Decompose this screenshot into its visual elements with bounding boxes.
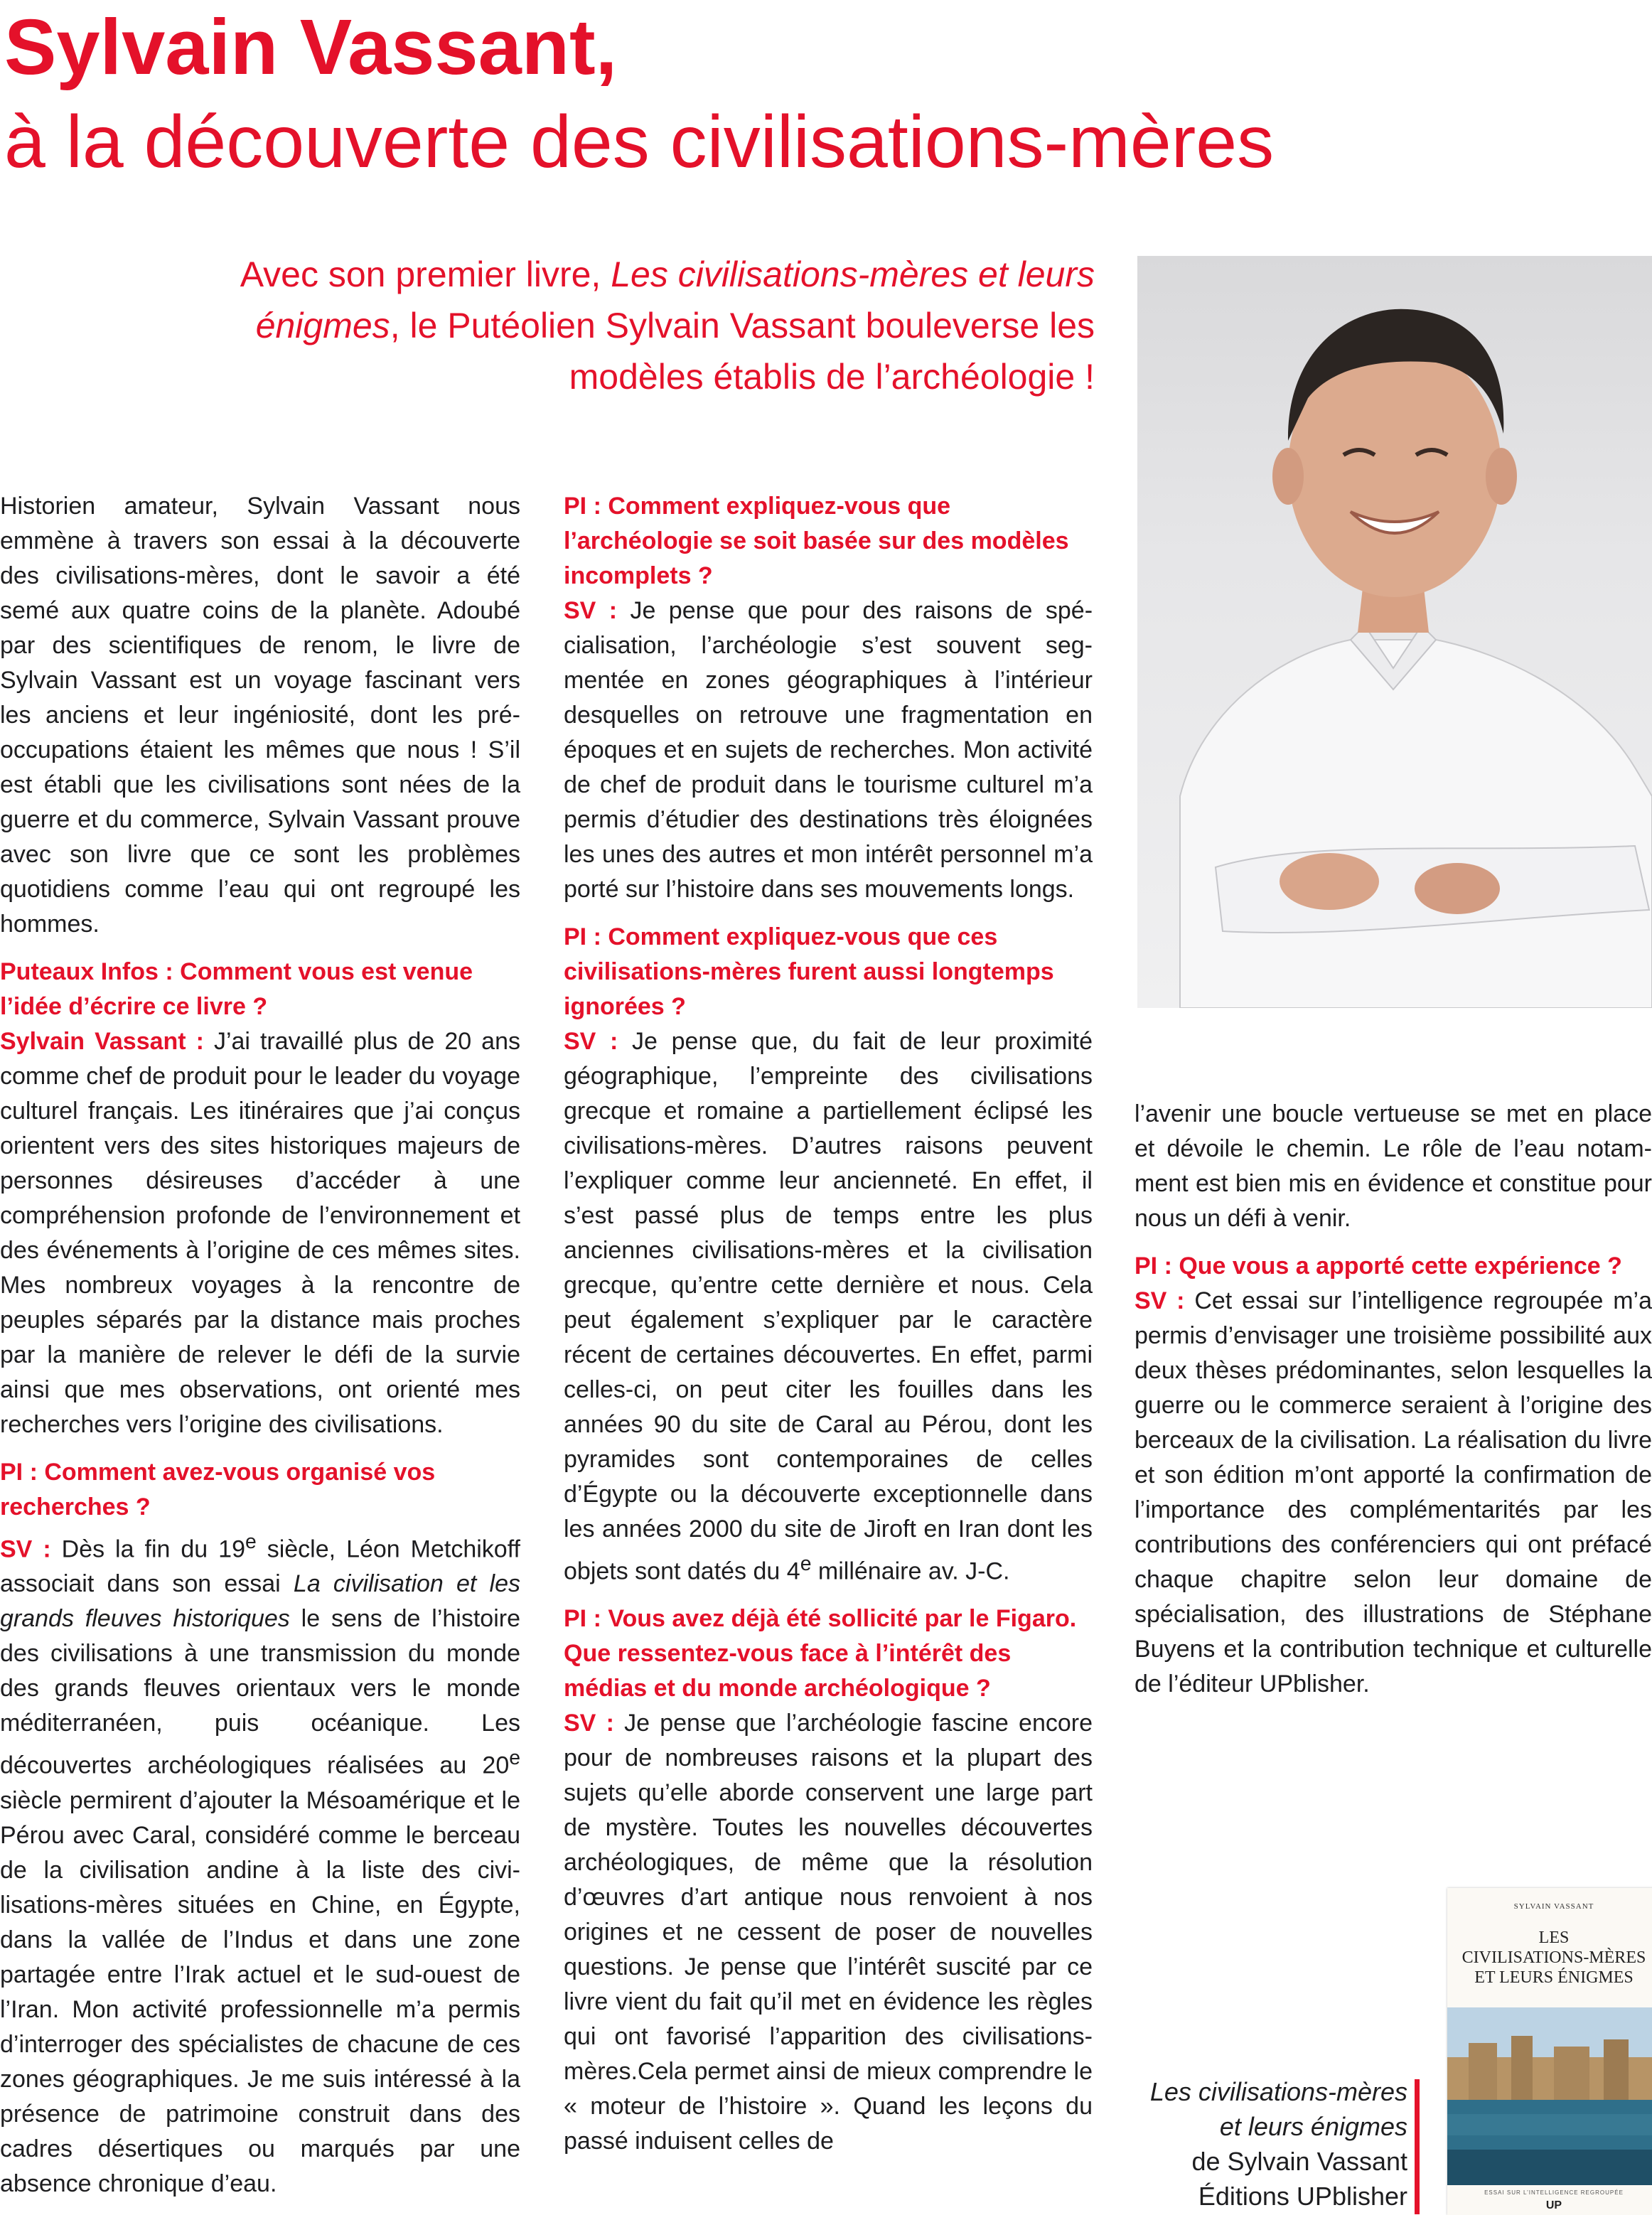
book-cover xyxy=(1447,1888,1652,2215)
answer-4-text-1: Je pense que, du fait de leur proximité géographique, l’empreinte des civilisations grecque et romaine a partiellement éclipsé les civilisations-mères. D’autres raisons peuvent l’expliquer comme leur ancienneté. En effet, il s’est passé plus de temps entre les plus anciennes civilisations-mères et la civilisation grecque, qu’entre cette dernière et nous. Cela peut également s’expliquer par le caractère récent de certaines découvertes. En effet, parmi celles-ci, on peut citer les fouilles dans les années 90 du site de Caral au Pérou, dont les pyramides sont contemporaines de celles d’Égypte ou la découverte exceptionnelle dans les années 2000 du site de Jiroft en Iran dont les objets sont datés du 4 xyxy=(564,1028,1093,1585)
answer-5 xyxy=(564,1706,1093,2159)
question-5: PI : Vous avez déjà été sollicité par le Figaro. Que ressentez-vous face à l’intérêt des médias et du monde archéologique ? xyxy=(564,1605,1077,1702)
answer-1-text: J’ai travaillé plus de 20 ans comme chef de produit pour le leader du voyage culturel français. Les itinéraires que j’ai conçus orientent vers des sites historiques majeurs de personnes désireuses d’accéder à une compréhension profonde de l’environnement et des événements à l’origine de ces mêmes sites. Mes nombreux voyages à la rencontre de peuples séparés par la distance mais proches par la manière de relever le défi de la survie ainsi que mes observations, ont orienté mes recherches vers l’origine des civilisations. xyxy=(0,1028,520,1438)
answer-4 xyxy=(564,1024,1093,1589)
article-title: Sylvain Vassant, xyxy=(4,4,618,91)
article-column-3 xyxy=(1135,1097,1652,1702)
book-cover-title-line-3: ET LEURS ÉNIGMES xyxy=(1474,1968,1634,1987)
answer-6-speaker: SV : xyxy=(1135,1287,1185,1314)
lead-text-1: Avec son premier livre, xyxy=(240,254,611,294)
caption-title-2: et leurs énigmes xyxy=(1219,2112,1407,2141)
book-cover-title xyxy=(1447,1928,1652,1988)
answer-3-speaker: SV : xyxy=(564,597,618,624)
answer-2-book-reference: La civilisation et les grands fleuves historiques xyxy=(0,1570,521,1633)
answer-2-sup-2: e xyxy=(509,1747,520,1770)
book-cover-image xyxy=(1447,2007,1652,2185)
answer-6 xyxy=(1135,1284,1652,1702)
answer-5-speaker: SV : xyxy=(564,1710,614,1737)
article-lead xyxy=(235,249,1095,402)
portrait-illustration xyxy=(1137,256,1652,1008)
answer-2-sup-1: e xyxy=(245,1530,257,1553)
answer-1 xyxy=(0,1024,520,1442)
caption-author: de Sylvain Vassant xyxy=(1191,2147,1407,2176)
question-1: Puteaux Infos : Comment vous est venue l’idée d’écrire ce livre ? xyxy=(0,958,473,1020)
continuation-paragraph: l’avenir une boucle vertueuse se met en place et dévoile le chemin. Le rôle de l’eau notamment est bien mis en évidence et constitue pour nous un défi à venir. xyxy=(1135,1100,1652,1232)
intro-paragraph: Historien amateur, Sylvain Vassant nous emmène à travers son essai à la découverte des civilisations-mères, dont le savoir a été semé aux quatre coins de la planète. Adoubé par des scientifiques de renom, le livre de Sylvain Vassant est un voyage fascinant vers les anciens et leur ingéniosité, dont les préoccupations étaient les mêmes que nous ! S’il est établi que les civilisations sont nées de la guerre et du commerce, Sylvain Vassant prouve avec son livre que ce sont les problèmes quotidiens comme l’eau qui ont regroupé les hommes. xyxy=(0,493,520,938)
answer-3 xyxy=(564,594,1093,907)
question-4: PI : Comment expliquez-vous que ces civilisations-mères furent aussi longtemps ignorées ? xyxy=(564,923,1054,1020)
article-subtitle: à la découverte des civilisations-mères xyxy=(4,101,1275,183)
answer-2 xyxy=(0,1525,520,2201)
answer-3-text: Je pense que pour des raisons de spécialisation, l’archéologie s’est souvent segmentée en zones géographiques à l’intérieur desquelles on retrouve une fragmentation en époques et en sujets de recherches. Mon activité de chef de produit dans le tourisme culturel m’a permis d’étudier des destinations très éloignées les unes des autres et mon intérêt personnel m’a porté sur l’histoire dans ses mouvements longs. xyxy=(564,597,1093,903)
book-cover-publisher-logo: UP xyxy=(1545,2199,1562,2211)
answer-4-speaker: SV : xyxy=(564,1028,618,1055)
caption-title-1: Les civilisations-mères xyxy=(1149,2077,1407,2106)
answer-6-text: Cet essai sur l’intelligence regroupée m’a permis d’envisager une troisième possibilité aux deux thèses prédominantes, selon lesquelles la guerre ou le commerce seraient à l’origine des berceaux de la civilisation. La réalisation du livre et son édition m’ont apporté la confirmation de l’importance des complémentarités par les contributions des conférenciers qui ont préfacé chaque chapitre selon leur domaine de spécialisation, des illustrations de Stéphane Buyens et la contribution technique et culturelle de l’éditeur UPblisher. xyxy=(1135,1287,1652,1698)
book-cover-author: SYLVAIN VASSANT xyxy=(1513,1902,1594,1911)
question-3: PI : Comment expliquez-vous que l’archéologie se soit basée sur des modèles incomplets ? xyxy=(564,493,1069,589)
answer-2-text-3: le sens de l’histoire des civilisations à une transmission du monde des grands fleuves orientaux vers le monde méditerranéen, puis océanique. Les découvertes archéologiques réalisées au 20 xyxy=(0,1605,520,1779)
answer-4-text-2: millénaire av. J-C. xyxy=(811,1557,1010,1585)
book-cover-title-line-2: CIVILISATIONS-MÈRES xyxy=(1461,1948,1646,1967)
book-cover-subtitle: ESSAI SUR L’INTELLIGENCE REGROUPÉE xyxy=(1484,2189,1624,2196)
caption-publisher: Éditions UPblisher xyxy=(1198,2182,1407,2211)
answer-2-text-1: Dès la fin du 19 xyxy=(50,1535,245,1563)
lead-book-title: Les civilisations-mères et leurs énigmes xyxy=(255,254,1095,345)
author-portrait-photo xyxy=(1137,256,1652,1008)
question-6: PI : Que vous a apporté cette expérience ? xyxy=(1135,1253,1622,1280)
answer-2-text-2: siècle, Léon Metchikoff associait dans son essai xyxy=(0,1535,520,1598)
answer-2-speaker: SV : xyxy=(0,1535,51,1563)
caption-accent-bar xyxy=(1415,2079,1420,2214)
answer-5-text: Je pense que l’archéologie fascine encore pour de nombreuses raisons et la plupart des sujets qu’elle aborde conservent une large part de mystère. Toutes les nouvelles découvertes archéologiques, de même que la résolution d’œuvres d’art antique nous renvoient à nos origines et ne cessent de poser de nouvelles questions. Je pense que l’intérêt suscité par ce livre vient du fait qu’il met en évidence les règles qui ont favorisé l’apparition des civilisations-mères.Cela permet ainsi de mieux comprendre le « moteur de l’histoire ». Quand les leçons du passé induisent celles de xyxy=(564,1710,1093,2155)
answer-2-text-4: siècle permirent d’ajouter la Mésoamérique et le Pérou avec Caral, considéré comme le berceau de la civilisation andine à la liste des civilisations-mères situées en Chine, en Égypte, dans la vallée de l’Indus et dans une zone partagée entre l’Irak actuel et le sud-ouest de l’Iran. Mon activité professionnelle m’a permis d’interroger des spécialistes de chacune de ces zones géographiques. Je me suis intéressé à la présence de patrimoine construit dans des cadres désertiques ou marqués par une absence chronique d’eau. xyxy=(0,1786,520,2197)
book-cover-title-line-1: LES xyxy=(1538,1929,1570,1947)
book-caption xyxy=(1109,2074,1407,2214)
article-column-1 xyxy=(0,489,520,2201)
article-column-2 xyxy=(564,489,1093,2159)
answer-4-sup: e xyxy=(800,1552,812,1575)
answer-1-speaker: Sylvain Vassant : xyxy=(0,1028,204,1055)
question-2: PI : Comment avez-vous organisé vos recherches ? xyxy=(0,1459,436,1521)
lead-text-2: , le Putéolien Sylvain Vassant bouleverse les modèles établis de l’archéologie ! xyxy=(390,306,1095,397)
